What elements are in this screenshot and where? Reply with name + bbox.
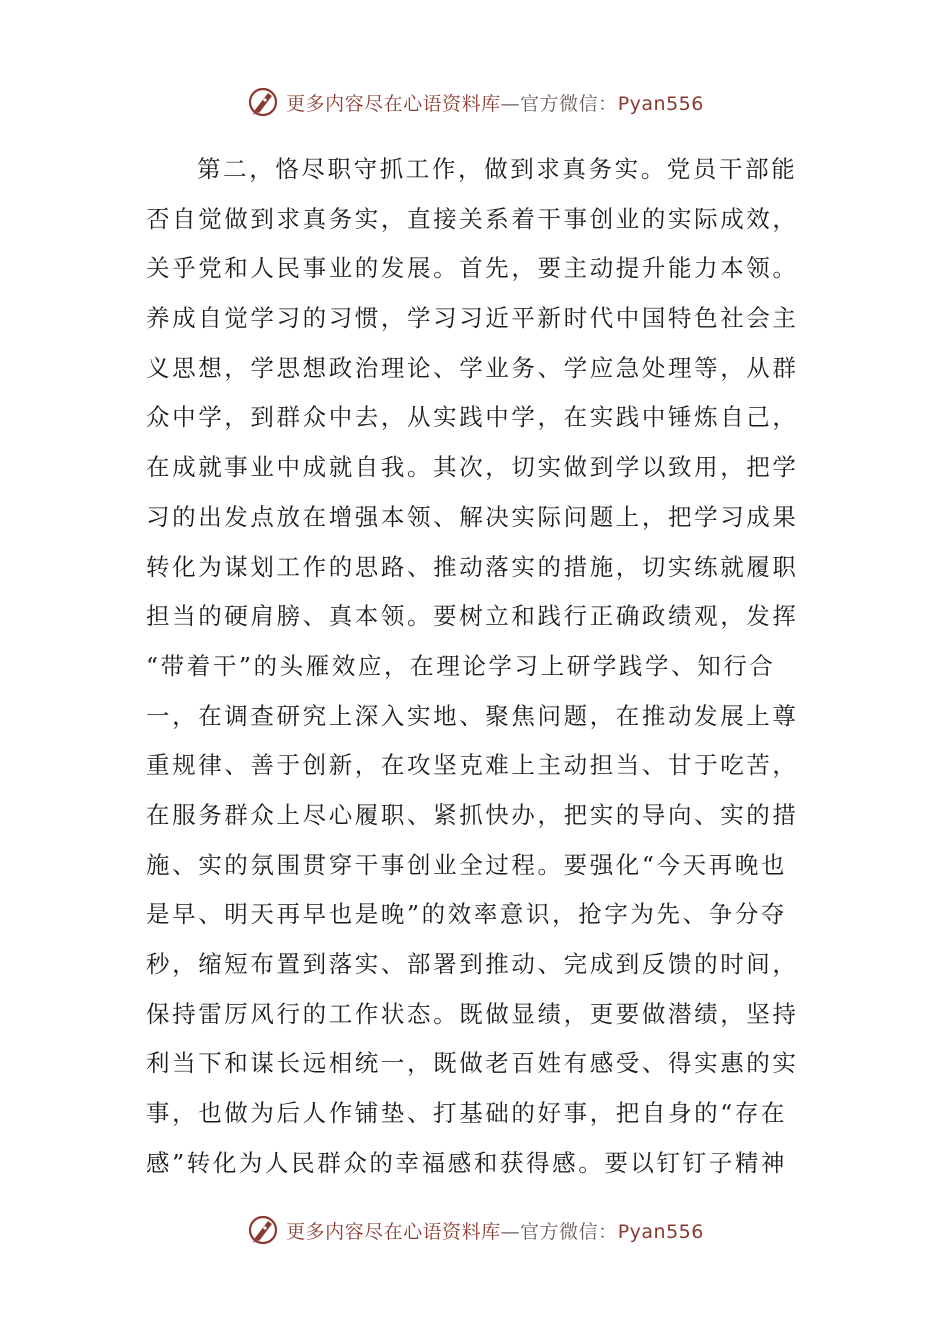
- document-body: [146, 145, 806, 1188]
- paragraph-line: 养成自觉学习的习惯，学习习近平新时代中国特色社会主: [146, 304, 799, 333]
- site-name: 更多内容尽在心语资料库: [286, 92, 501, 115]
- paragraph-line: 是早、明天再早也是晚”的效率意识，抢字为先、争分夺: [146, 900, 788, 929]
- paragraph-line: 施、实的氛围贯穿干事创业全过程。要强化“今天再晚也: [146, 850, 788, 879]
- wechat-label: 官方微信：: [520, 1220, 618, 1243]
- paragraph-line: 担当的硬肩膀、真本领。要树立和践行正确政绩观，发挥: [146, 602, 799, 631]
- wechat-label: 官方微信：: [520, 92, 618, 115]
- paragraph-line: 事，也做为后人作铺垫、打基础的好事，把自身的“存在: [146, 1099, 788, 1128]
- site-name: 更多内容尽在心语资料库: [286, 1220, 501, 1243]
- wechat-id: Pyan556: [617, 92, 704, 115]
- pen-nib-logo-icon: [246, 1213, 280, 1247]
- paragraph-line: 关乎党和人民事业的发展。首先，要主动提升能力本领。: [146, 254, 799, 283]
- pen-nib-logo-icon: [246, 85, 280, 119]
- header-banner-text: [286, 89, 704, 116]
- paragraph-line: 第二，恪尽职守抓工作，做到求真务实。党员干部能: [197, 155, 798, 183]
- wechat-id: Pyan556: [617, 1220, 704, 1243]
- paragraph-line: 在成就事业中成就自我。其次，切实做到学以致用，把学: [146, 453, 799, 482]
- paragraph-line: 习的出发点放在增强本领、解决实际问题上，把学习成果: [146, 502, 799, 531]
- footer-banner: [0, 1210, 950, 1250]
- paragraph-line: 保持雷厉风行的工作状态。既做显绩，更要做潜绩，坚持: [146, 999, 799, 1028]
- paragraph-line: “带着干”的头雁效应，在理论学习上研学践学、知行合: [146, 651, 776, 680]
- paragraph-line: 利当下和谋长远相统一，既做老百姓有感受、得实惠的实: [146, 1049, 799, 1078]
- paragraph-line: 否自觉做到求真务实，直接关系着干事创业的实际成效，: [146, 204, 799, 233]
- paragraph-line: 在服务群众上尽心履职、紧抓快办，把实的导向、实的措: [146, 800, 799, 829]
- paragraph-line: 转化为谋划工作的思路、推动落实的措施，切实练就履职: [146, 552, 799, 581]
- paragraph-line: 义思想，学思想政治理论、学业务、学应急处理等，从群: [146, 353, 799, 382]
- footer-banner-text: [286, 1217, 704, 1244]
- banner-dash: —: [500, 1220, 521, 1243]
- paragraph-line: 秒，缩短布置到落实、部署到推动、完成到反馈的时间，: [146, 950, 799, 978]
- header-banner: [0, 82, 950, 122]
- banner-dash: —: [500, 92, 521, 115]
- paragraph-line: 众中学，到群众中去，从实践中学，在实践中锤炼自己，: [146, 403, 799, 432]
- paragraph-line: 一，在调查研究上深入实地、聚焦问题，在推动发展上尊: [146, 701, 799, 730]
- paragraph-line: 重规律、善于创新，在攻坚克难上主动担当、甘于吃苦，: [146, 751, 799, 780]
- paragraph-line: 感”转化为人民群众的幸福感和获得感。要以钉钉子精神: [146, 1148, 788, 1177]
